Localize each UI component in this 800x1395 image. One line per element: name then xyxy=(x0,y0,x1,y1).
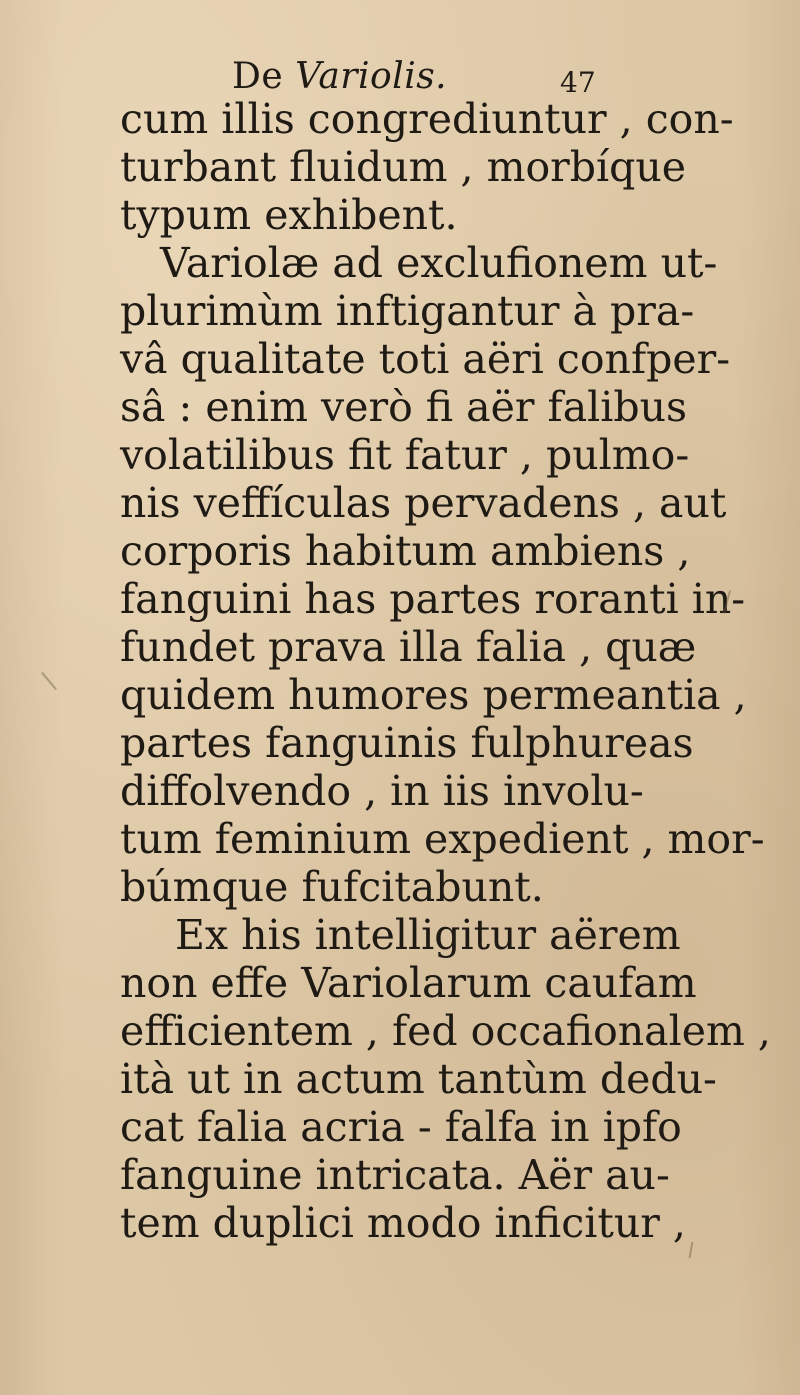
text-line: volatilibus fit fatur , pulmo- xyxy=(120,431,690,479)
text-line: Variolæ ad exclufionem ut- xyxy=(160,239,718,287)
text-line: sâ : enim verò fi aër falibus xyxy=(120,383,688,431)
text-line: nis veffículas pervadens , aut xyxy=(120,479,727,527)
running-title-prefix: De xyxy=(232,56,296,97)
text-line: efficientem , fed occafionalem , xyxy=(120,1007,771,1055)
text-line: corporis habitum ambiens , xyxy=(120,527,691,575)
text-line: diffolvendo , in iis involu- xyxy=(120,767,644,815)
text-line: turbant fluidum , morbíque xyxy=(120,143,687,191)
text-line: fanguine intricata. Aër au- xyxy=(120,1151,670,1199)
running-title xyxy=(232,56,447,97)
text-line: Ex his intelligitur aërem xyxy=(175,911,681,959)
text-line: cat falia acria - falfa in ipfo xyxy=(120,1103,682,1151)
text-line: quidem humores permeantia , xyxy=(120,671,747,719)
text-line: plurimùm inftigantur à pra- xyxy=(120,287,695,335)
text-line: tem duplici modo inficitur , xyxy=(120,1199,686,1247)
text-line: typum exhibent. xyxy=(120,191,458,239)
text-line: non effe Variolarum caufam xyxy=(120,959,697,1007)
margin-ink-mark xyxy=(41,672,57,690)
text-line: búmque fufcitabunt. xyxy=(120,863,544,911)
text-line: tum feminium expedient , mor- xyxy=(120,815,765,863)
text-line: fanguini has partes roranti in- xyxy=(120,575,746,623)
page-header xyxy=(0,56,800,99)
page-number: 47 xyxy=(560,66,596,99)
text-line: ità ut in actum tantùm dedu- xyxy=(120,1055,717,1103)
margin-ink-mark xyxy=(689,1242,694,1258)
text-line: vâ qualitate toti aëri confper- xyxy=(120,335,731,383)
running-title-italic: Variolis. xyxy=(295,56,448,97)
text-line: partes fanguinis fulphureas xyxy=(120,719,694,767)
text-line: cum illis congrediuntur , con- xyxy=(120,95,734,143)
text-line: fundet prava illa falia , quæ xyxy=(120,623,697,671)
